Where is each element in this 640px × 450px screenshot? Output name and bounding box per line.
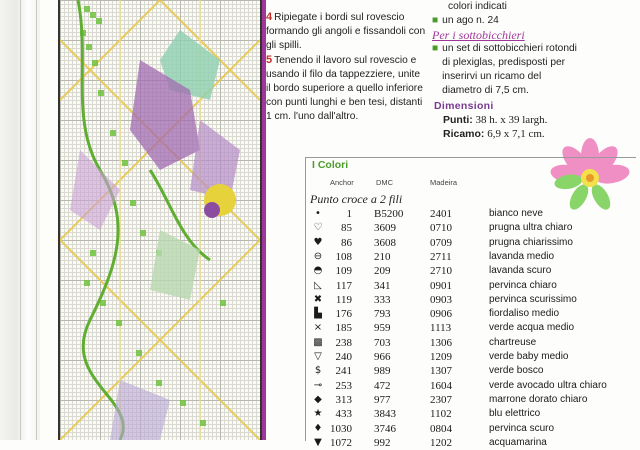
dimensioni-punti [443,114,547,126]
dimensioni-ricamo [443,128,545,140]
color-name: lavanda scuro [489,265,552,277]
bullet-icon: ■ [432,15,439,26]
dmc-code: 959 [374,322,391,335]
dmc-code: 977 [374,393,391,406]
madeira-code: 1202 [430,436,452,449]
madeira-code: 2401 [430,208,452,220]
anchor-code: 433 [335,408,352,421]
dmc-code: 341 [374,279,391,292]
stitch-symbol-icon: ◆ [314,393,322,405]
dmc-code: 989 [374,365,391,378]
dmc-code: 966 [374,351,391,363]
anchor-code: 253 [335,379,352,392]
color-name: pervinca chiaro [489,279,557,291]
madeira-code: 0903 [430,293,452,306]
dmc-code: 472 [374,379,391,392]
anchor-code: 185 [335,322,352,335]
stitch-symbol-icon: × [313,322,323,334]
legend-row [306,293,636,307]
chart-motif [60,0,260,440]
stitch-symbol-icon: $ [314,365,322,377]
stitch-symbol-icon: ▙ [314,308,322,320]
materials [432,0,632,98]
madeira-code: 0804 [430,422,452,435]
cross-stitch-chart [58,0,262,440]
dim-label: Ricamo: [443,128,485,140]
madeira-code: 1306 [430,336,452,349]
color-name: bianco neve [489,208,543,219]
madeira-code: 1113 [430,322,452,335]
dimensioni-title: Dimensioni [434,100,494,112]
legend-row [306,307,636,321]
legend-row [306,264,636,278]
legend-row [306,407,636,421]
legend-subtitle: Punto croce a 2 fili [310,192,403,206]
madeira-code: 1102 [430,408,452,421]
stitch-symbol-icon: ★ [313,408,323,420]
step-number: 4 [266,11,273,23]
color-legend [305,157,636,449]
color-name: prugna ultra chiaro [489,222,573,234]
dmc-code: 3746 [374,422,396,435]
step-text: Ripiegate i bordi sul rovescio formando gli angoli e fissandoli con gli spilli. [266,12,426,51]
anchor-code: 109 [335,265,352,278]
binding-edge [36,0,37,440]
legend-row [306,250,636,264]
stitch-symbol-icon: ♡ [313,222,323,234]
legend-title: I Colori [312,159,349,171]
column-header-anchor: Anchor [330,178,354,187]
dmc-code: B5200 [374,208,404,220]
madeira-code: 0709 [430,236,452,249]
step-text: Tenendo il lavoro sul rovescio e usando il filo da tappezziere, unite il bordo superiore a quello inferiore con punti lunghi e ben tesi, distanti 1 cm. l'uno dall'altro. [266,55,423,122]
dim-label: Punti: [443,114,473,126]
legend-row [306,279,636,293]
materials-item-text: un set di sottobicchieri rotondi di plexiglas, predisposti per inserirvi un ricamo del diametro di 7,5 cm. [442,43,577,96]
materials-line: colori indicati [448,1,507,12]
madeira-code: 1307 [430,365,452,378]
materials-item [432,14,632,28]
legend-row [306,350,636,364]
stitch-symbol-icon: ♦ [313,422,323,434]
legend-row [306,236,636,250]
stitch-symbol-icon: ♥ [313,236,323,248]
dmc-code: 3608 [374,236,396,249]
anchor-code: 117 [335,279,352,292]
anchor-code: 108 [335,250,352,263]
madeira-code: 0901 [430,279,452,292]
legend-row [306,207,636,221]
stitch-symbol-icon: ▼ [314,436,322,448]
dim-value: 38 h. x 39 largh. [475,114,548,126]
stitch-symbol-icon: ⊸ [313,379,323,391]
dmc-code: 3843 [374,408,396,421]
legend-row [306,364,636,378]
binding-crease [20,0,21,440]
madeira-code: 1604 [430,379,452,392]
madeira-code: 0710 [430,222,452,235]
color-name: verde avocado ultra chiaro [489,379,607,391]
color-name: verde bosco [489,365,544,377]
step-number: 5 [266,54,273,66]
step-5 [266,53,426,124]
stitch-symbol-icon: ◺ [314,279,322,291]
stitch-symbol-icon: ✖ [313,293,323,305]
legend-row [306,336,636,350]
stitch-symbol-icon: ⊖ [313,250,323,262]
color-name: verde baby medio [489,351,569,362]
stitch-symbol-icon: ▽ [314,351,322,362]
column-header-dmc: DMC [376,178,394,187]
dmc-code: 703 [374,336,391,349]
madeira-code: 2711 [430,250,452,263]
color-name: prugna chiarissimo [489,236,573,248]
color-name: blu elettrico [489,408,541,420]
stitch-symbol-icon: • [315,208,321,219]
anchor-code: 86 [341,236,352,249]
madeira-code: 2307 [430,393,452,406]
color-name: chartreuse [489,336,537,348]
dim-value: 6,9 x 7,1 cm. [487,128,545,140]
legend-row [306,436,636,450]
legend-row [306,221,636,235]
color-name: acquamarina [489,436,547,448]
stitch-symbol-icon: ▩ [313,336,323,348]
legend-row [306,321,636,335]
materials-item-text: un ago n. 24 [442,15,499,26]
instructions [266,10,426,124]
color-name: verde acqua medio [489,322,575,334]
anchor-code: 238 [335,336,352,349]
anchor-code: 119 [335,293,352,306]
dmc-code: 793 [374,308,391,321]
dmc-code: 210 [374,250,391,263]
legend-row [306,422,636,436]
dmc-code: 333 [374,293,391,306]
stitch-symbol-icon: ◓ [313,265,323,277]
dmc-code: 992 [374,436,391,449]
anchor-code: 240 [335,351,352,363]
madeira-code: 0906 [430,308,452,321]
bullet-icon: ■ [432,43,439,54]
color-name: lavanda medio [489,250,555,262]
anchor-code: 85 [341,222,352,235]
madeira-code: 1209 [430,351,452,363]
step-4 [266,10,426,53]
color-name: marrone dorato chiaro [489,393,588,405]
anchor-code: 176 [335,308,352,321]
anchor-code: 313 [335,393,352,406]
anchor-code: 1072 [330,436,352,449]
anchor-code: 241 [335,365,352,378]
color-name: pervinca scuro [489,422,555,434]
madeira-code: 2710 [430,265,452,278]
column-header-madeira: Madeira [430,178,458,187]
anchor-code: 1 [346,208,352,220]
sottobicchieri-title: Per i sottobicchieri [432,28,525,42]
dmc-code: 209 [374,265,391,278]
anchor-code: 1030 [330,422,352,435]
color-name: pervinca scurissimo [489,293,577,305]
dmc-code: 3609 [374,222,396,235]
color-name: fiordaliso medio [489,308,560,320]
legend-row [306,393,636,407]
legend-row [306,379,636,393]
materials-item [432,42,632,98]
